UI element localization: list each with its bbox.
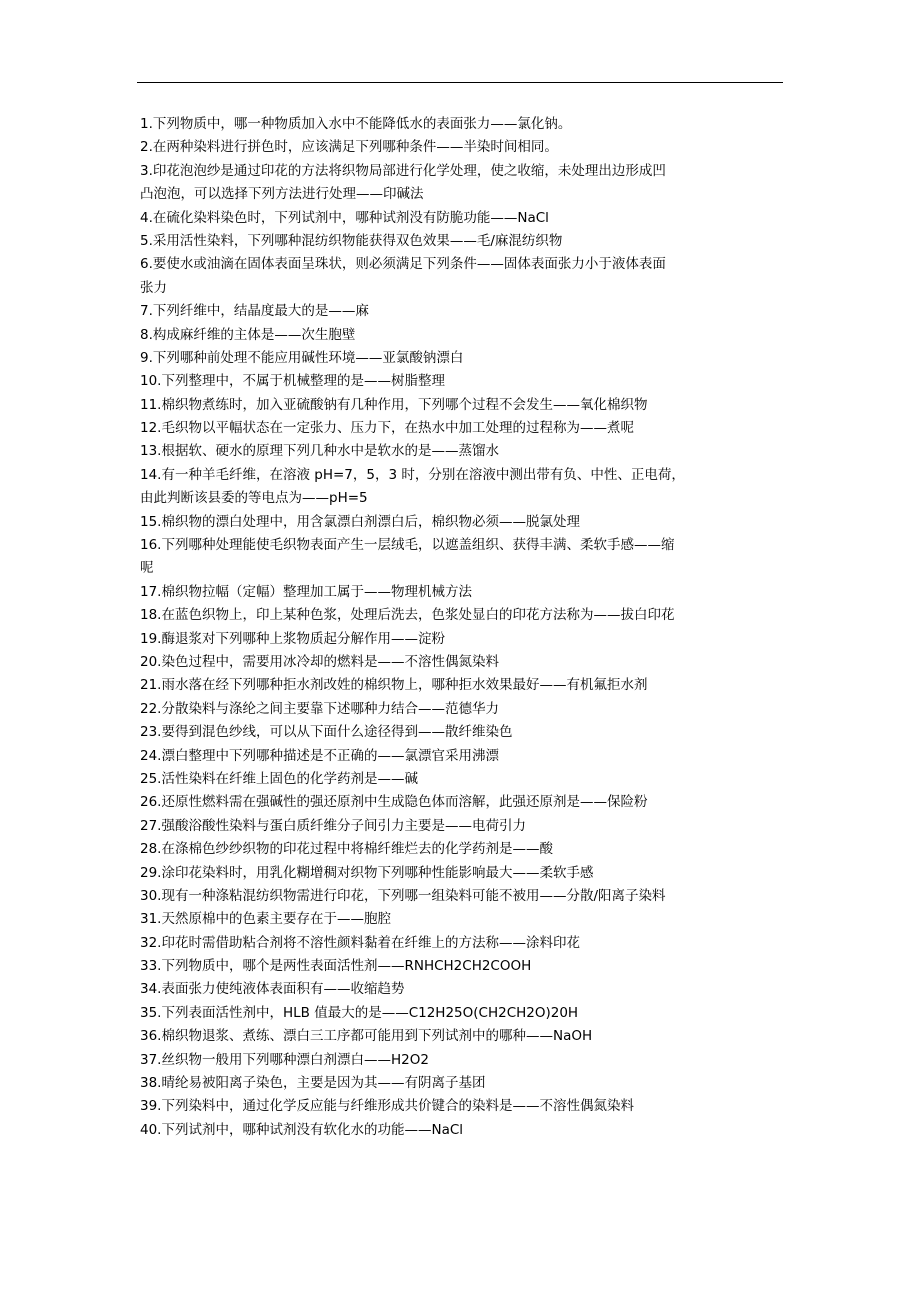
text-line: 11.棉织物煮练时，加入亚硫酸钠有几种作用，下列哪个过程不会发生——氧化棉织物 [140, 396, 648, 413]
text-line: 13.根据软、硬水的原理下列几种水中是软水的是——蒸馏水 [140, 443, 499, 460]
text-line: 3.印花泡泡纱是通过印花的方法将织物局部进行化学处理，使之收缩，未处理出边形成凹 [140, 162, 666, 179]
text-line: 18.在蓝色织物上，印上某种色浆，处理后洗去，色浆处显白的印花方法称为——拔白印花 [140, 607, 675, 624]
document-body [140, 113, 782, 1142]
text-line: 1.下列物质中，哪一种物质加入水中不能降低水的表面张力——氯化钠。 [140, 116, 572, 132]
text-line: 7.下列纤维中，结晶度最大的是——麻 [140, 303, 369, 320]
text-line: 35.下列表面活性剂中，HLB 值最大的是——C12H25O(CH2CH2O)20H [140, 1004, 579, 1021]
text-line: 30.现有一种涤粘混纺织物需进行印花，下列哪一组染料可能不被用——分散/阳离子染料 [140, 887, 666, 904]
text-line: 5.采用活性染料，下列哪种混纺织物能获得双色效果——毛/麻混纺织物 [140, 232, 563, 249]
text-line: 31.天然原棉中的色素主要存在于——胞腔 [140, 911, 391, 928]
text-line: 张力 [140, 279, 167, 296]
text-line: 22.分散染料与涤纶之间主要靠下述哪种力结合——范德华力 [140, 700, 499, 717]
text-line: 14.有一种羊毛纤维，在溶液 pH=7，5，3 时，分别在溶液中测出带有负、中性、正电荷， [140, 466, 685, 483]
text-line: 28.在涤棉色纱纱织物的印花过程中将棉纤维烂去的化学药剂是——酸 [140, 841, 553, 858]
text-line: 26.还原性燃料需在强碱性的强还原剂中生成隐色体而溶解，此强还原剂是——保险粉 [140, 794, 648, 811]
text-line: 25.活性染料在纤维上固色的化学药剂是——碱 [140, 770, 418, 787]
text-line: 19.酶退浆对下列哪种上浆物质起分解作用——淀粉 [140, 630, 445, 647]
text-line: 33.下列物质中，哪个是两性表面活性剂——RNHCH2CH2COOH [140, 958, 532, 975]
text-line: 2.在两种染料进行拼色时，应该满足下列哪种条件——半染时间相同。 [140, 139, 558, 156]
text-line: 37.丝织物一般用下列哪种漂白剂漂白——H2O2 [140, 1051, 429, 1068]
text-line: 呢 [140, 560, 154, 577]
text-line: 9.下列哪种前处理不能应用碱性环境——亚氯酸钠漂白 [140, 349, 464, 366]
text-line: 由此判断该县委的等电点为——pH=5 [140, 490, 368, 507]
text-line: 38.晴纶易被阳离子染色，主要是因为其——有阴离子基团 [140, 1075, 486, 1092]
text-line: 8.构成麻纤维的主体是——次生胞壁 [140, 326, 356, 343]
text-line: 32.印花时需借助粘合剂将不溶性颜料黏着在纤维上的方法称——涂料印花 [140, 934, 580, 951]
text-line: 10.下列整理中，不属于机械整理的是——树脂整理 [140, 373, 445, 390]
text-line: 29.涂印花染料时，用乳化糊增稠对织物下列哪种性能影响最大——柔软手感 [140, 864, 594, 881]
text-line: 27.强酸浴酸性染料与蛋白质纤维分子间引力主要是——电荷引力 [140, 817, 526, 834]
text-line: 12.毛织物以平幅状态在一定张力、压力下，在热水中加工处理的过程称为——煮呢 [140, 420, 634, 437]
text-line: 6.要使水或油滴在固体表面呈珠状，则必须满足下列条件——固体表面张力小于液体表面 [140, 256, 666, 273]
text-line: 23.要得到混色纱线，可以从下面什么途径得到——散纤维染色 [140, 724, 513, 741]
text-line: 34.表面张力使纯液体表面积有——收缩趋势 [140, 981, 405, 998]
text-line: 17.棉织物拉幅（定幅）整理加工属于——物理机械方法 [140, 583, 472, 600]
text-line: 36.棉织物退浆、煮练、漂白三工序都可能用到下列试剂中的哪种——NaOH [140, 1028, 593, 1045]
text-line: 凸泡泡，可以选择下列方法进行处理——印碱法 [140, 186, 424, 203]
text-line: 16.下列哪种处理能使毛织物表面产生一层绒毛，以遮盖组织、获得丰满、柔软手感——缩 [140, 537, 675, 554]
text-line: 21.雨水落在经下列哪种拒水剂改姓的棉织物上，哪种拒水效果最好——有机氟拒水剂 [140, 677, 648, 694]
text-line: 39.下列染料中，通过化学反应能与纤维形成共价键合的染料是——不溶性偶氮染料 [140, 1098, 634, 1115]
text-line: 4.在硫化染料染色时，下列试剂中，哪种试剂没有防脆功能——NaCl [140, 209, 549, 226]
text-line: 24.漂白整理中下列哪种描述是不正确的——氯漂官采用沸漂 [140, 747, 499, 764]
text-line: 15.棉织物的漂白处理中，用含氯漂白剂漂白后，棉织物必须——脱氯处理 [140, 513, 580, 530]
header-rule [137, 82, 783, 83]
text-line: 40.下列试剂中，哪种试剂没有软化水的功能——NaCl [140, 1121, 464, 1138]
text-line: 20.染色过程中，需要用冰冷却的燃料是——不溶性偶氮染料 [140, 653, 499, 670]
